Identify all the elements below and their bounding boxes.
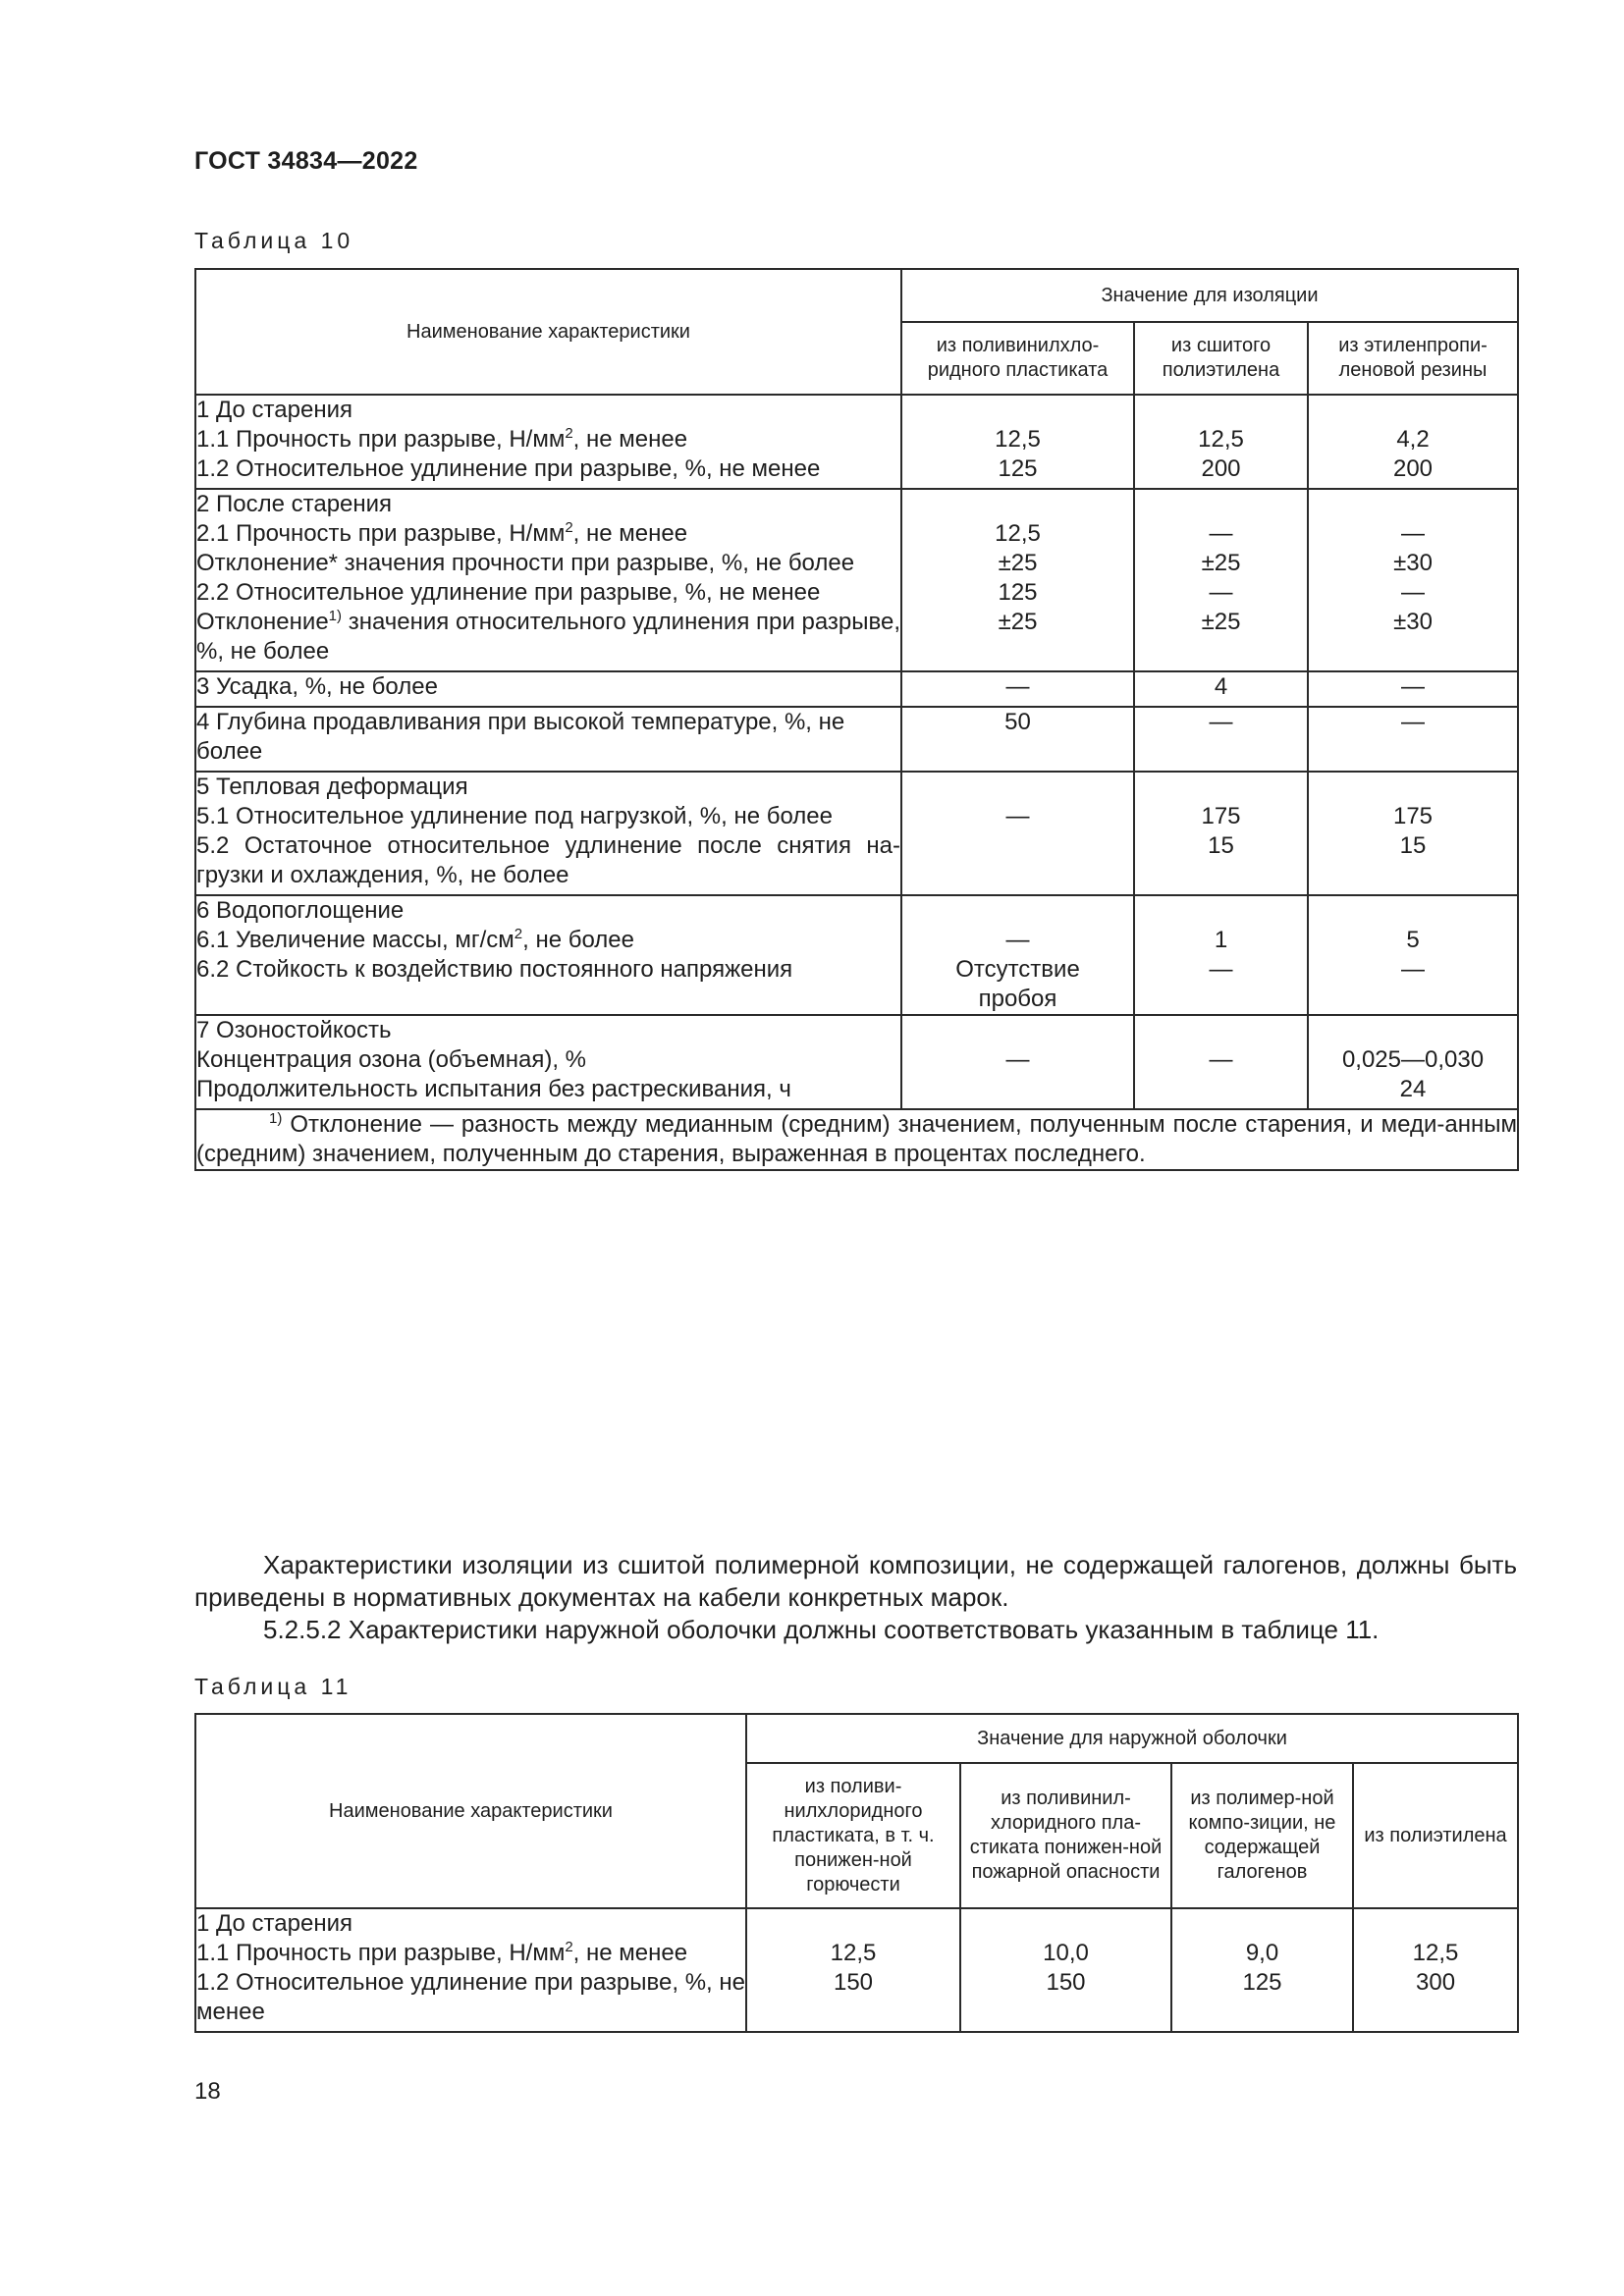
cell-value: — <box>1134 955 1308 1015</box>
cell-value: 200 <box>1134 454 1308 489</box>
table-row <box>195 671 1518 707</box>
row-name: 2 После старения <box>195 489 901 519</box>
cell-value: 5 <box>1308 926 1518 955</box>
cell-value: — <box>1308 707 1518 772</box>
cell-value: 150 <box>746 1968 960 2032</box>
table-row <box>195 489 1518 519</box>
column-header-pe: из полиэтилена <box>1353 1763 1518 1908</box>
table-row <box>195 1015 1518 1045</box>
cell-value: 12,5 <box>901 519 1134 549</box>
cell-value: 10,0 <box>960 1939 1171 1968</box>
column-group-header: Значение для наружной оболочки <box>746 1714 1518 1763</box>
cell-value: 9,0 <box>1171 1939 1353 1968</box>
table-row <box>195 802 1518 831</box>
column-group-header: Значение для изоляции <box>901 269 1518 322</box>
row-name: Концентрация озона (объемная), % <box>195 1045 901 1075</box>
row-name: 7 Озоностойкость <box>195 1015 901 1045</box>
cell-value: ±30 <box>1308 608 1518 671</box>
cell-value: ±25 <box>901 549 1134 578</box>
table-row <box>195 772 1518 802</box>
table-row <box>195 1968 1518 2032</box>
cell-value: — <box>1308 519 1518 549</box>
cell-value: — <box>1134 519 1308 549</box>
table-row <box>195 395 1518 425</box>
cell-value: 12,5 <box>746 1939 960 1968</box>
row-name: 1 До старения <box>195 1908 746 1939</box>
cell-value: ±25 <box>901 608 1134 671</box>
cell-value: 4 <box>1134 671 1308 707</box>
page-number: 18 <box>194 2078 221 2105</box>
row-name: 1.2 Относительное удлинение при разрыве, %, не менее <box>195 454 901 489</box>
cell-value: 12,5 <box>1134 425 1308 454</box>
footnote-row <box>195 1109 1518 1170</box>
cell-value: — <box>1134 578 1308 608</box>
cell-value: — <box>901 671 1134 707</box>
table-row <box>195 425 1518 454</box>
cell-value: 150 <box>960 1968 1171 2032</box>
row-name: Отклонение$^{1)}$ значения относительного удлинения при разрыве, %, не более <box>195 608 901 671</box>
table-row <box>195 608 1518 671</box>
cell-value: 125 <box>901 454 1134 489</box>
row-name: Продолжительность испытания без растрескивания, ч <box>195 1075 901 1109</box>
cell-value: 125 <box>901 578 1134 608</box>
cell-value: — <box>901 1045 1134 1075</box>
cell-value: — <box>1134 707 1308 772</box>
row-name: 3 Усадка, %, не более <box>195 671 901 707</box>
cell-value: 125 <box>1171 1968 1353 2032</box>
row-name: 5 Тепловая деформация <box>195 772 901 802</box>
table-row <box>195 1045 1518 1075</box>
cell-value: 12,5 <box>1353 1939 1518 1968</box>
cell-value: ±25 <box>1134 549 1308 578</box>
document-header: ГОСТ 34834—2022 <box>194 147 418 175</box>
cell-value: 4,2 <box>1308 425 1518 454</box>
table-row <box>195 831 1518 895</box>
column-header-xlpe: из сшитого полиэтилена <box>1134 322 1308 395</box>
column-header-halogen-free: из полимер-ной компо-зиции, не содержащей галогенов <box>1171 1763 1353 1908</box>
table-row <box>195 1939 1518 1968</box>
row-name: 1.2 Относительное удлинение при разрыве, %, не менее <box>195 1968 746 2032</box>
table-row <box>195 895 1518 926</box>
table-10-title: Таблица 10 <box>194 228 354 253</box>
row-name: 5.2 Остаточное относительное удлинение после снятия на-грузки и охлаждения, %, не более <box>195 831 901 895</box>
cell-value: 1 <box>1134 926 1308 955</box>
cell-value: 15 <box>1134 831 1308 895</box>
row-name: 2.2 Относительное удлинение при разрыве, %, не менее <box>195 578 901 608</box>
cell-value: 200 <box>1308 454 1518 489</box>
column-header-epr: из этиленпропи-леновой резины <box>1308 322 1518 395</box>
row-name: 6.1 Увеличение массы, $мг/см^2$, не более <box>195 926 901 955</box>
cell-value: — <box>901 802 1134 831</box>
row-name: 2.1 Прочность при разрыве, $Н/мм^2$, не менее <box>195 519 901 549</box>
table-row <box>195 549 1518 578</box>
cell-value: — <box>1308 955 1518 1015</box>
column-header-name: Наименование характеристики <box>195 269 901 395</box>
cell-value: 12,5 <box>901 425 1134 454</box>
cell-value: 15 <box>1308 831 1518 895</box>
cell-value: — <box>1308 671 1518 707</box>
cell-value: 175 <box>1134 802 1308 831</box>
cell-value: Отсутствие пробоя <box>901 955 1134 1015</box>
cell-value: ±30 <box>1308 549 1518 578</box>
row-name: 1 До старения <box>195 395 901 425</box>
table-row <box>195 454 1518 489</box>
table-10 <box>194 268 1519 1171</box>
table-row <box>195 1908 1518 1939</box>
cell-value: ±25 <box>1134 608 1308 671</box>
table-footnote: $^{1)}$ Отклонение — разность между медианным (средним) значением, полученным после старения, и меди-анным (средним) значением, полученным до старения, выраженная в процентах последнего. <box>195 1109 1518 1170</box>
row-name: 1.1 Прочность при разрыве, $Н/мм^2$, не менее <box>195 425 901 454</box>
column-header-pvc-fire-safe: из поливинил-хлоридного пла-стиката понижен-ной пожарной опасности <box>960 1763 1171 1908</box>
table-row <box>195 926 1518 955</box>
cell-value: 175 <box>1308 802 1518 831</box>
row-name: 1.1 Прочность при разрыве, $Н/мм^2$, не менее <box>195 1939 746 1968</box>
table-11-title: Таблица 11 <box>194 1674 352 1699</box>
paragraph: Характеристики изоляции из сшитой полимерной композиции, не содержащей галогенов, должны быть приведены в нормативных документах на кабели конкретных марок. <box>194 1550 1517 1612</box>
column-header-pvc: из поливи-нилхлоридного пластиката, в т. ч. понижен-ной горючести <box>746 1763 960 1908</box>
cell-value: 50 <box>901 707 1134 772</box>
row-name: 5.1 Относительное удлинение под нагрузкой, %, не более <box>195 802 901 831</box>
row-name: 4 Глубина продавливания при высокой температуре, %, не более <box>195 707 901 772</box>
column-header-pvc: из поливинилхло-ридного пластиката <box>901 322 1134 395</box>
cell-value: 300 <box>1353 1968 1518 2032</box>
row-name: Отклонение* значения прочности при разрыве, %, не более <box>195 549 901 578</box>
row-name: 6 Водопоглощение <box>195 895 901 926</box>
table-11 <box>194 1713 1519 2033</box>
cell-value: — <box>901 926 1134 955</box>
row-name: 6.2 Стойкость к воздействию постоянного напряжения <box>195 955 901 1015</box>
cell-value: — <box>1134 1045 1308 1075</box>
column-header-name: Наименование характеристики <box>195 1714 746 1908</box>
cell-value: 0,025—0,030 <box>1308 1045 1518 1075</box>
table-row <box>195 1075 1518 1109</box>
table-row <box>195 707 1518 772</box>
paragraph: 5.2.5.2 Характеристики наружной оболочки должны соответствовать указанным в таблице 11. <box>263 1615 1380 1644</box>
table-row <box>195 578 1518 608</box>
cell-value: 24 <box>1308 1075 1518 1109</box>
table-row <box>195 955 1518 1015</box>
table-row <box>195 519 1518 549</box>
cell-value: — <box>1308 578 1518 608</box>
